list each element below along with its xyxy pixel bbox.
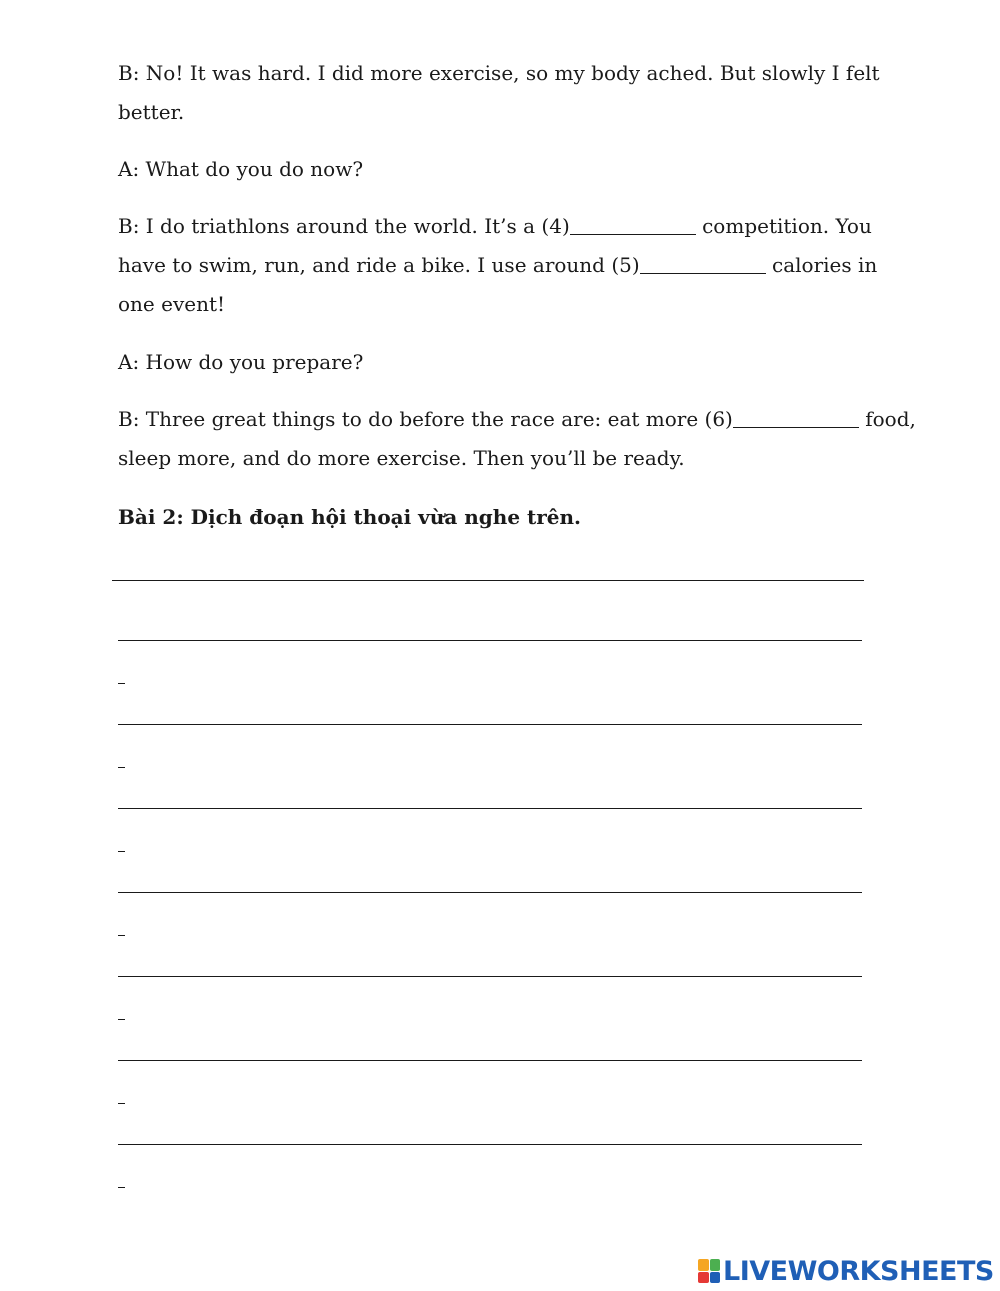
answer-line-3[interactable] bbox=[118, 724, 862, 725]
answer-line-4[interactable] bbox=[118, 808, 862, 809]
dash-mark bbox=[118, 1019, 125, 1020]
answer-line-6[interactable] bbox=[118, 976, 862, 977]
answer-line-2[interactable] bbox=[118, 640, 862, 641]
dialogue-line-a4: A: How do you prepare? bbox=[118, 350, 364, 374]
dialogue-line-a2: A: What do you do now? bbox=[118, 157, 364, 181]
dialogue-text: competition. You bbox=[695, 214, 872, 238]
dialogue-line-b5 bbox=[118, 407, 916, 431]
dash-mark bbox=[118, 851, 125, 852]
dialogue-line-b3 bbox=[118, 214, 872, 238]
dash-mark bbox=[118, 767, 125, 768]
dash-mark bbox=[118, 1103, 125, 1104]
exercise-2-heading: Bài 2: Dịch đoạn hội thoại vừa nghe trên. bbox=[118, 505, 582, 529]
answer-line-5[interactable] bbox=[118, 892, 862, 893]
logo-text: LIVEWORKSHEETS bbox=[723, 1255, 994, 1287]
logo-square bbox=[698, 1259, 709, 1271]
dialogue-text: have to swim, run, and ride a bike. I use around (5) bbox=[118, 253, 640, 277]
blank-6-input[interactable] bbox=[733, 409, 859, 428]
liveworksheets-logo bbox=[698, 1256, 994, 1286]
dash-mark bbox=[118, 683, 125, 684]
logo-square bbox=[710, 1259, 721, 1271]
dialogue-text: calories in bbox=[765, 253, 878, 277]
answer-line-1[interactable] bbox=[112, 580, 864, 581]
dialogue-line-b1-cont: better. bbox=[118, 100, 185, 124]
dialogue-text: B: I do triathlons around the world. It’s a (4) bbox=[118, 214, 570, 238]
answer-line-8[interactable] bbox=[118, 1144, 862, 1145]
blank-4-input[interactable] bbox=[570, 216, 696, 235]
dialogue-line-b1: B: No! It was hard. I did more exercise, so my body ached. But slowly I felt bbox=[118, 61, 880, 85]
logo-icon bbox=[698, 1259, 720, 1283]
blank-5-input[interactable] bbox=[640, 255, 766, 274]
answer-line-7[interactable] bbox=[118, 1060, 862, 1061]
dialogue-line-b3-end: one event! bbox=[118, 292, 226, 316]
dialogue-text: food, bbox=[858, 407, 916, 431]
logo-square bbox=[710, 1272, 721, 1284]
dialogue-text: B: Three great things to do before the race are: eat more (6) bbox=[118, 407, 733, 431]
logo-square bbox=[698, 1272, 709, 1284]
dash-mark bbox=[118, 935, 125, 936]
dialogue-line-b3-cont bbox=[118, 253, 877, 277]
dash-mark bbox=[118, 1187, 125, 1188]
dialogue-line-b5-cont: sleep more, and do more exercise. Then you’ll be ready. bbox=[118, 446, 685, 470]
